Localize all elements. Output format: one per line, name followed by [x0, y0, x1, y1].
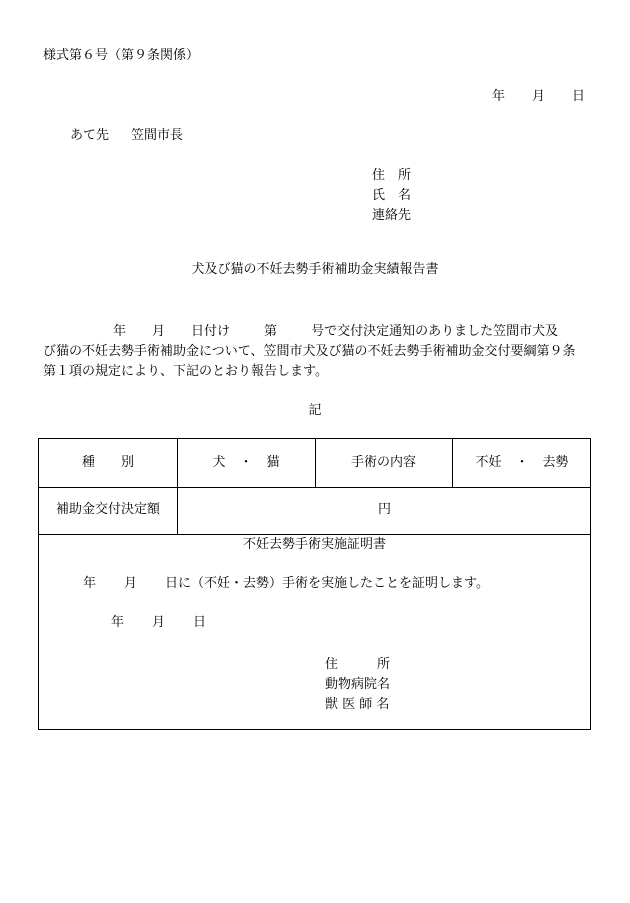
surgery-choice: [452, 455, 592, 471]
addressee: [70, 128, 183, 144]
body-line-3: 第１項の規定により、下記のとおり報告します。: [43, 364, 328, 379]
body-year: 年: [113, 324, 127, 339]
animal-cat: 猫: [266, 455, 280, 470]
cert-month: 月: [124, 576, 138, 591]
col-divider-1: [177, 439, 178, 534]
animal-choice: [177, 455, 315, 471]
body-month: 月: [152, 324, 166, 339]
applicant-name: 氏 名: [372, 188, 412, 203]
surgery-neuter: 去勢: [542, 455, 569, 470]
applicant-address: 住 所: [372, 168, 412, 183]
cert-date-day: 日: [193, 615, 207, 630]
surgery-dot: ・: [515, 455, 529, 470]
submission-date: [492, 89, 585, 105]
body-rest: 号で交付決定通知のありました笠間市犬及: [311, 324, 559, 339]
cert-rest: 日に（不妊・去勢）手術を実施したことを証明します。: [165, 576, 489, 591]
body-line-2: び猫の不妊去勢手術補助金について、笠間市犬及び猫の不妊去勢手術補助金交付要綱第９条: [43, 344, 576, 359]
amount-label: 補助金交付決定額: [55, 502, 160, 517]
vet-name: 獣 医 師 名: [325, 697, 390, 712]
type-label: 種 別: [81, 455, 134, 470]
amount-unit: 円: [377, 502, 391, 517]
body-no: 第: [264, 324, 278, 339]
vet-hospital: 動物病院名: [325, 677, 391, 692]
report-body: [43, 322, 589, 382]
cert-date-month: 月: [152, 615, 166, 630]
row-divider-1: [39, 487, 590, 488]
animal-dot: ・: [239, 455, 253, 470]
applicant-block: [372, 166, 411, 226]
form-number: 様式第６号（第９条関係）: [43, 48, 200, 63]
date-year: 年: [492, 89, 506, 104]
surgery-label: 手術の内容: [350, 455, 416, 470]
certificate-title: 不妊去勢手術実施証明書: [242, 537, 386, 552]
cert-date-year: 年: [111, 615, 125, 630]
report-table: [38, 438, 591, 730]
applicant-contact: 連絡先: [372, 208, 412, 223]
date-month: 月: [532, 89, 546, 104]
cert-year: 年: [83, 576, 97, 591]
body-day-dated: 日付け: [191, 324, 231, 339]
certificate-statement: [83, 576, 489, 592]
certificate-date: [111, 615, 206, 631]
addressee-label: あて先: [70, 128, 110, 143]
vet-address: 住 所: [325, 657, 391, 672]
row-divider-2: [39, 534, 590, 535]
date-day: 日: [572, 89, 586, 104]
surgery-spay: 不妊: [475, 455, 502, 470]
body-line-1: [43, 322, 589, 342]
document-title: 犬及び猫の不妊去勢手術補助金実績報告書: [191, 262, 439, 277]
animal-dog: 犬: [212, 455, 226, 470]
addressee-name: 笠間市長: [131, 128, 184, 143]
veterinarian-block: [325, 655, 390, 715]
ki-marker: 記: [308, 403, 322, 418]
